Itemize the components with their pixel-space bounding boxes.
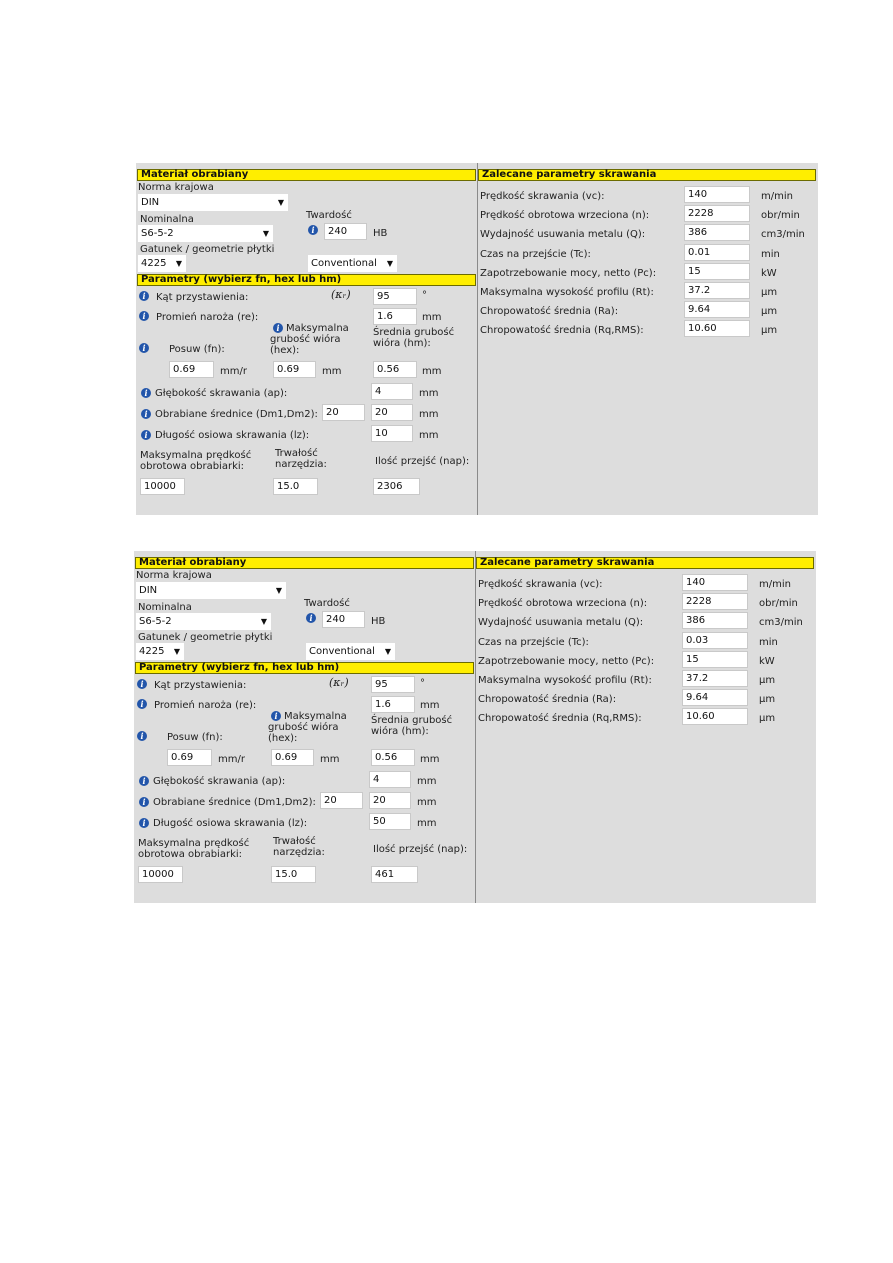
hardness-unit: HB: [373, 228, 388, 239]
result-unit: kW: [761, 267, 777, 279]
params-header: Parametry (wybierz fn, hex lub hm): [135, 662, 474, 674]
hex-unit: mm: [320, 754, 340, 765]
passes-label: Ilość przejść (nap):: [375, 456, 470, 467]
chevron-down-icon: ▼: [384, 647, 391, 656]
result-unit: µm: [761, 306, 778, 318]
result-label: Chropowatość średnia (Ra):: [478, 694, 617, 706]
chevron-down-icon: ▼: [173, 647, 180, 656]
result-row: [478, 224, 818, 243]
radius-unit: mm: [420, 700, 440, 711]
hm-label: Średnia grubość wióra (hm):: [373, 327, 455, 349]
result-label: Chropowatość średnia (Rq,RMS):: [480, 325, 644, 337]
result-label: Czas na przejście (Tc):: [478, 636, 589, 648]
passes-input[interactable]: 2306: [373, 478, 420, 495]
result-label: Prędkość skrawania (vc):: [480, 191, 605, 202]
diam1-input[interactable]: 20: [322, 404, 365, 421]
result-unit: obr/min: [761, 210, 800, 222]
nominal-select[interactable]: [138, 225, 273, 242]
result-label: Prędkość skrawania (vc):: [478, 579, 603, 590]
grade-value: 4225: [141, 258, 167, 269]
result-label: Zapotrzebowanie mocy, netto (Pc):: [478, 655, 655, 667]
geometry-value: Conventional: [311, 258, 377, 269]
grade-select[interactable]: [138, 255, 186, 272]
life-input[interactable]: 15.0: [273, 478, 318, 495]
length-unit: mm: [419, 430, 439, 441]
result-unit: kW: [759, 655, 775, 667]
result-value[interactable]: 9.64: [682, 689, 748, 706]
diam2-input[interactable]: 20: [371, 404, 413, 421]
info-icon[interactable]: i: [137, 699, 147, 709]
hm-unit: mm: [422, 366, 442, 377]
result-row: [476, 612, 816, 631]
depth-input[interactable]: 4: [369, 771, 411, 788]
result-row: [478, 186, 818, 205]
nominal-select[interactable]: [136, 613, 271, 630]
info-icon[interactable]: i: [137, 679, 147, 689]
info-icon[interactable]: i: [308, 225, 318, 235]
result-unit: m/min: [759, 579, 791, 590]
result-value[interactable]: 0.01: [684, 244, 750, 261]
result-value[interactable]: 10.60: [684, 320, 750, 337]
grade-value: 4225: [139, 646, 165, 657]
result-label: Prędkość obrotowa wrzeciona (n):: [480, 210, 650, 222]
hm-unit: mm: [420, 754, 440, 765]
result-row: [478, 263, 818, 282]
hardness-input[interactable]: 240: [322, 611, 365, 628]
maxspeed-input[interactable]: 10000: [138, 866, 183, 883]
nominal-value: S6-5-2: [139, 616, 172, 627]
depth-unit: mm: [417, 776, 437, 787]
result-row: [478, 244, 818, 263]
feed-label: Posuw (fn):: [169, 344, 225, 355]
result-value[interactable]: 2228: [682, 593, 748, 610]
result-value[interactable]: 2228: [684, 205, 750, 222]
radius-unit: mm: [422, 312, 442, 323]
angle-symbol: (κᵣ): [329, 676, 349, 689]
result-value[interactable]: 386: [684, 224, 750, 241]
result-unit: m/min: [761, 191, 793, 202]
chevron-down-icon: ▼: [262, 229, 269, 238]
result-value[interactable]: 386: [682, 612, 748, 629]
nominal-value: S6-5-2: [141, 228, 174, 239]
result-unit: cm3/min: [761, 229, 805, 241]
length-unit: mm: [417, 818, 437, 829]
info-icon[interactable]: i: [139, 291, 149, 301]
hex-label: Maksymalna grubość wióra (hex):: [270, 323, 349, 356]
results-column: [476, 551, 816, 903]
hm-input[interactable]: 0.56: [371, 749, 415, 766]
diam-unit: mm: [419, 409, 439, 420]
geometry-select[interactable]: [308, 255, 397, 272]
angle-unit: °: [420, 678, 425, 689]
results-column: [478, 163, 818, 515]
result-value[interactable]: 9.64: [684, 301, 750, 318]
material-header: Materiał obrabiany: [135, 557, 474, 569]
result-label: Maksymalna wysokość profilu (Rt):: [480, 287, 654, 298]
length-label: Długość osiowa skrawania (lz):: [155, 430, 310, 441]
radius-label: Promień naroża (re):: [156, 312, 259, 323]
result-value[interactable]: 15: [684, 263, 750, 280]
hardness-label: Twardość: [306, 210, 352, 221]
length-input[interactable]: 10: [371, 425, 413, 442]
result-unit: min: [761, 248, 780, 260]
chevron-down-icon: ▼: [260, 617, 267, 626]
depth-label: Głębokość skrawania (ap):: [155, 388, 288, 399]
hex-label: Maksymalna grubość wióra (hex):: [268, 711, 347, 744]
maxspeed-input[interactable]: 10000: [140, 478, 185, 495]
grade-label: Gatunek / geometrie płytki: [140, 244, 275, 255]
radius-input[interactable]: 1.6: [371, 696, 415, 713]
result-value[interactable]: 37.2: [682, 670, 748, 687]
info-icon[interactable]: i: [139, 776, 149, 786]
hex-unit: mm: [322, 366, 342, 377]
hm-label: Średnia grubość wióra (hm):: [371, 715, 453, 737]
result-row: [476, 632, 816, 651]
hardness-input[interactable]: 240: [324, 223, 367, 240]
angle-unit: °: [422, 290, 427, 301]
radius-label: Promień naroża (re):: [154, 700, 257, 711]
hm-input[interactable]: 0.56: [373, 361, 417, 378]
result-row: [478, 282, 818, 301]
result-row: [476, 670, 816, 689]
angle-label: Kąt przystawienia:: [154, 680, 247, 691]
result-unit: cm3/min: [759, 617, 803, 629]
geometry-value: Conventional: [309, 646, 375, 657]
angle-label: Kąt przystawienia:: [156, 292, 249, 303]
angle-input[interactable]: 95: [373, 288, 417, 305]
result-unit: obr/min: [759, 598, 798, 610]
result-row: [476, 574, 816, 593]
result-row: [476, 689, 816, 708]
material-header: Materiał obrabiany: [137, 169, 476, 181]
chevron-down-icon: ▼: [386, 259, 393, 268]
feed-unit: mm/r: [220, 366, 247, 377]
info-icon[interactable]: i: [141, 388, 151, 398]
depth-label: Głębokość skrawania (ap):: [153, 776, 286, 787]
params-header: Parametry (wybierz fn, hex lub hm): [137, 274, 476, 286]
diam1-input[interactable]: 20: [320, 792, 363, 809]
diam-unit: mm: [417, 797, 437, 808]
life-input[interactable]: 15.0: [271, 866, 316, 883]
nominal-label: Nominalna: [138, 602, 192, 613]
result-unit: µm: [761, 287, 778, 298]
info-icon[interactable]: i: [139, 797, 149, 807]
info-icon[interactable]: i: [137, 731, 147, 741]
info-icon[interactable]: i: [141, 409, 151, 419]
passes-label: Ilość przejść (nap):: [373, 844, 468, 855]
result-label: Czas na przejście (Tc):: [480, 248, 591, 260]
length-input[interactable]: 50: [369, 813, 411, 830]
hardness-label: Twardość: [304, 598, 350, 609]
results-header: Zalecane parametry skrawania: [478, 169, 816, 181]
depth-input[interactable]: 4: [371, 383, 413, 400]
result-unit: µm: [761, 325, 778, 337]
result-label: Chropowatość średnia (Ra):: [480, 306, 619, 318]
norm-label: Norma krajowa: [138, 182, 214, 193]
result-value[interactable]: 37.2: [684, 282, 750, 299]
left-column: [136, 163, 478, 515]
norm-label: Norma krajowa: [136, 570, 212, 581]
depth-unit: mm: [419, 388, 439, 399]
result-row: [478, 320, 818, 339]
info-icon[interactable]: i: [141, 430, 151, 440]
norm-select[interactable]: [138, 194, 288, 211]
result-row: [476, 708, 816, 727]
norm-value: DIN: [141, 197, 160, 208]
norm-select[interactable]: [136, 582, 286, 599]
info-icon[interactable]: i: [271, 711, 281, 721]
maxspeed-label: Maksymalna prędkość obrotowa obrabiarki:: [140, 450, 252, 472]
result-label: Zapotrzebowanie mocy, netto (Pc):: [480, 267, 657, 279]
feed-label: Posuw (fn):: [167, 732, 223, 743]
feed-unit: mm/r: [218, 754, 245, 765]
passes-input[interactable]: 461: [371, 866, 418, 883]
result-unit: µm: [759, 694, 776, 706]
hardness-unit: HB: [371, 616, 386, 627]
norm-value: DIN: [139, 585, 158, 596]
result-label: Wydajność usuwania metalu (Q):: [480, 229, 646, 241]
result-label: Wydajność usuwania metalu (Q):: [478, 617, 644, 629]
feed-input[interactable]: 0.69: [169, 361, 214, 378]
info-icon[interactable]: i: [273, 323, 283, 333]
result-unit: µm: [759, 713, 776, 725]
diam2-input[interactable]: 20: [369, 792, 411, 809]
result-value[interactable]: 0.03: [682, 632, 748, 649]
result-row: [478, 205, 818, 224]
result-value[interactable]: 140: [682, 574, 748, 591]
info-icon[interactable]: i: [139, 818, 149, 828]
grade-select[interactable]: [136, 643, 184, 660]
results-header: Zalecane parametry skrawania: [476, 557, 814, 569]
diam-label: Obrabiane średnice (Dm1,Dm2):: [155, 409, 318, 420]
hex-input[interactable]: 0.69: [271, 749, 314, 766]
diam-label: Obrabiane średnice (Dm1,Dm2):: [153, 797, 316, 808]
chevron-down-icon: ▼: [277, 198, 284, 207]
result-label: Chropowatość średnia (Rq,RMS):: [478, 713, 642, 725]
angle-input[interactable]: 95: [371, 676, 415, 693]
nominal-label: Nominalna: [140, 214, 194, 225]
chevron-down-icon: ▼: [275, 586, 282, 595]
result-label: Maksymalna wysokość profilu (Rt):: [478, 675, 652, 686]
hex-input[interactable]: 0.69: [273, 361, 316, 378]
info-icon[interactable]: i: [306, 613, 316, 623]
maxspeed-label: Maksymalna prędkość obrotowa obrabiarki:: [138, 838, 250, 860]
info-icon[interactable]: i: [139, 311, 149, 321]
result-row: [476, 651, 816, 670]
grade-label: Gatunek / geometrie płytki: [138, 632, 273, 643]
info-icon[interactable]: i: [139, 343, 149, 353]
calculator-panel-1: [136, 163, 818, 515]
angle-symbol: (κᵣ): [331, 288, 351, 301]
radius-input[interactable]: 1.6: [373, 308, 417, 325]
result-unit: µm: [759, 675, 776, 686]
result-value[interactable]: 140: [684, 186, 750, 203]
result-value[interactable]: 10.60: [682, 708, 748, 725]
feed-input[interactable]: 0.69: [167, 749, 212, 766]
length-label: Długość osiowa skrawania (lz):: [153, 818, 308, 829]
result-value[interactable]: 15: [682, 651, 748, 668]
life-label: Trwałość narzędzia:: [273, 836, 325, 858]
result-label: Prędkość obrotowa wrzeciona (n):: [478, 598, 648, 610]
chevron-down-icon: ▼: [175, 259, 182, 268]
life-label: Trwałość narzędzia:: [275, 448, 327, 470]
left-column: [134, 551, 476, 903]
geometry-select[interactable]: [306, 643, 395, 660]
calculator-panel-2: [134, 551, 816, 903]
result-unit: min: [759, 636, 778, 648]
result-row: [476, 593, 816, 612]
result-row: [478, 301, 818, 320]
